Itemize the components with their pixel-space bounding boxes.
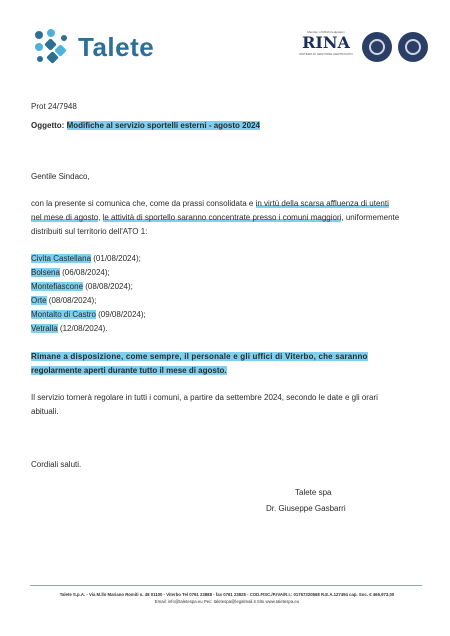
intro-line-2-d: , uniformemente — [341, 213, 400, 222]
footer-company-info: Talete S.p.A. - Via M.llo Mariano Romiti n. 48 01100 - Viterbo Tel 0761 23888 - fax 0761 23825 - COD.FISC./P.IVA/R.I.: 01767320568 R.E.A.127494 cap. Soc. € 466.973,00 — [59, 592, 395, 597]
intro-line-1 — [31, 199, 389, 209]
brand-name: Talete — [78, 31, 155, 62]
certified-badge-icon-2 — [398, 32, 428, 62]
list-date: (09/08/2024); — [95, 310, 146, 319]
subject-text: Modifiche al servizio sportelli esterni - agosto 2024 — [66, 121, 260, 130]
closing: Cordiali saluti. — [31, 460, 82, 469]
certification-logos — [296, 30, 428, 62]
emphasis-line-1 — [31, 352, 368, 362]
footer-contacts: Email: info@taletespa.eu Pec: taletespa@legalmail.it Sito www.taletespa.eu — [154, 599, 300, 604]
list-item — [31, 282, 133, 292]
signature-company: Talete spa — [295, 488, 332, 497]
list-place: Bolsena — [31, 268, 60, 277]
intro-line-2-sep: , — [98, 213, 103, 222]
intro-line-2 — [31, 213, 399, 223]
list-date: (08/08/2024); — [83, 282, 133, 291]
list-date: (01/08/2024); — [91, 254, 141, 263]
intro-line-2-highlight-a: nel mese di agosto — [31, 213, 99, 222]
intro-line-1-a: con la presente si comunica che, come da prassi consolidata e — [31, 199, 256, 208]
return-line-1: Il servizio tornerà regolare in tutti i comuni, a partire da settembre 2024, secondo le date e gli orari — [31, 393, 378, 402]
footer-divider — [30, 585, 422, 586]
list-place: Montalto di Castro — [31, 310, 96, 319]
intro-line-3: distribuiti sul territorio dell'ATO 1: — [31, 227, 148, 236]
list-item — [31, 268, 110, 278]
rina-wordmark: RINA — [302, 33, 350, 52]
list-date: (08/08/2024); — [46, 296, 97, 305]
list-item — [31, 324, 108, 334]
list-item — [31, 310, 146, 320]
signature-name: Dr. Giuseppe Gasbarri — [266, 504, 346, 513]
greeting: Gentile Sindaco, — [31, 172, 90, 181]
list-item — [31, 254, 141, 264]
list-place: Civita Castellana — [31, 254, 92, 263]
list-place: Montefiascone — [31, 282, 84, 291]
company-logo — [30, 26, 154, 68]
list-date: (12/08/2024). — [57, 324, 108, 333]
emphasis-line-2 — [31, 366, 227, 376]
rina-logo — [296, 30, 356, 56]
subject-label: Oggetto: — [31, 121, 65, 130]
talete-logo-icon — [30, 26, 72, 68]
return-line-2: abituali. — [31, 407, 59, 416]
rina-member-text: Member of RINA Federation — [307, 30, 345, 34]
list-place: Vetralla — [31, 324, 58, 333]
emphasis-line-2-text: regolarmente aperti durante tutto il mese di agosto. — [31, 366, 227, 375]
list-item — [31, 296, 96, 306]
emphasis-line-1-text: Rimane a disposizione, come sempre, il personale e gli uffici di Viterbo, che saranno — [31, 352, 368, 361]
protocol-number: Prot 24/7948 — [31, 102, 77, 111]
certified-badge-icon — [362, 32, 392, 62]
intro-line-2-highlight-c: le attività di sportello saranno concentrate presso i comuni maggiori — [102, 213, 342, 222]
list-place: Orte — [31, 296, 47, 305]
rina-caption: SISTEMA DI GESTIONE CERTIFICATO — [299, 52, 353, 56]
intro-line-1-highlight: in virtù della scarsa affluenza di utenti — [255, 199, 389, 208]
list-date: (06/08/2024); — [59, 268, 110, 277]
subject-line — [31, 121, 260, 131]
